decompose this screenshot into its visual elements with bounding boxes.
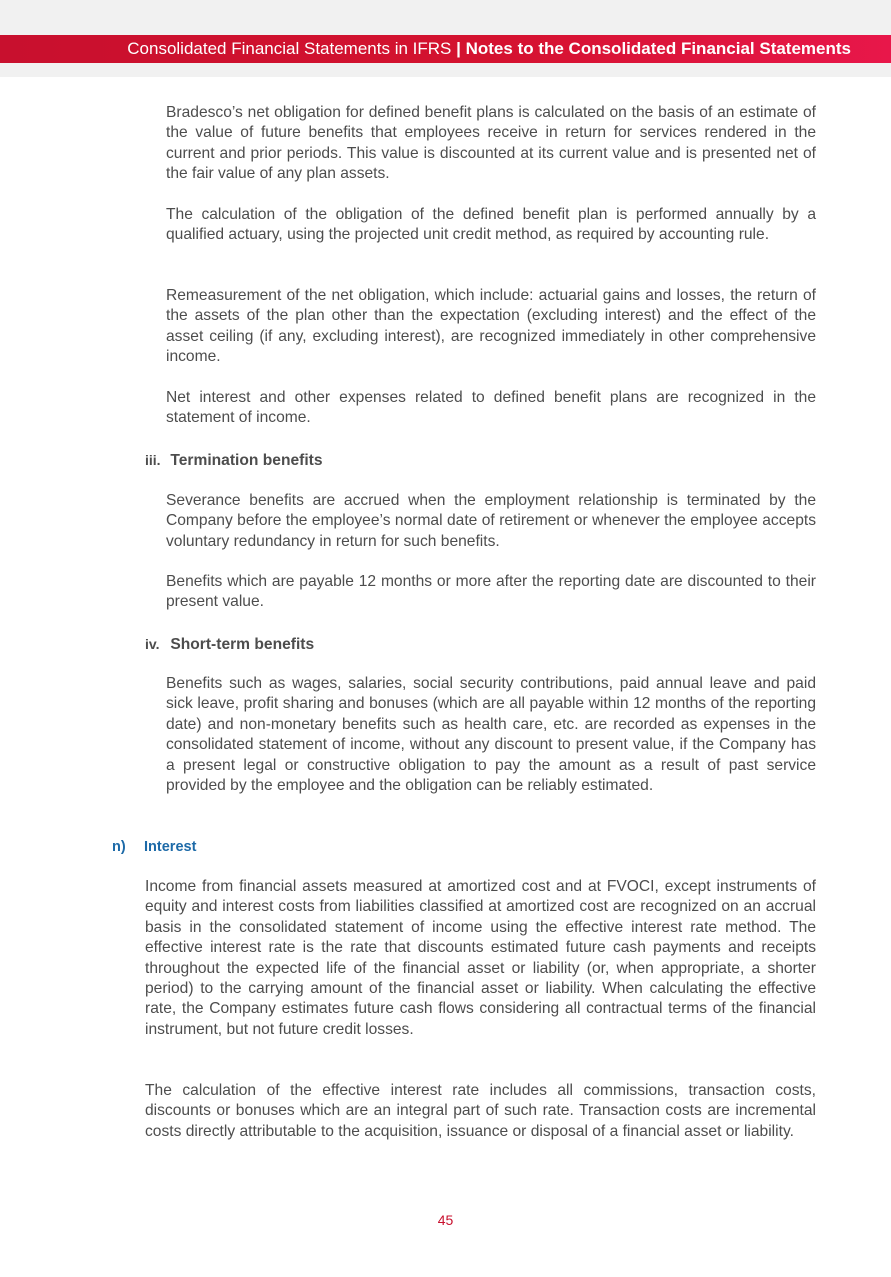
termination-number: iii. [145, 452, 161, 468]
paragraph-interest-income: Income from financial assets measured at amortized cost and at FVOCI, except instruments of equity and interest costs from liabilities classified at amortized cost are recognized on an accrual basis in the consolidated statement of income using the effective interest rate method. The effective interest rate is the rate that discounts estimated future cash payments and receipts throughout the expected life of the financial asset or liability (or, when appropriate, a shorter period) to the carrying amount of the financial asset or liability. When calculating the effective rate, the Company estimates future cash flows considering all contractual terms of the financial instrument, but not future credit losses. [145, 878, 816, 1038]
header-band [0, 35, 891, 63]
short-term-number: iv. [145, 636, 160, 652]
page-number: 45 [437, 1212, 454, 1228]
top-strip [0, 0, 891, 35]
paragraph-actuary-calculation: The calculation of the obligation of the defined benefit plan is performed annually by a qualified actuary, using the projected unit credit method, as required by accounting rule. [166, 206, 816, 244]
termination-title: Termination benefits [170, 452, 323, 469]
interest-heading [112, 837, 196, 857]
paragraph-net-obligation: Bradesco’s net obligation for defined benefit plans is calculated on the basis of an estimate of the value of future benefits that employees receive in return for services rendered in the current and prior periods. This value is discounted at its current value and is presented net of the fair value of any plan assets. [166, 104, 816, 183]
header-section: Consolidated Financial Statements in IFRS [127, 39, 452, 58]
header-document-title: Notes to the Consolidated Financial Statements [465, 39, 851, 58]
paragraph-effective-rate: The calculation of the effective interest rate includes all commissions, transaction costs, discounts or bonuses which are an integral part of such rate. Transaction costs are incremental costs directly attributable to the acquisition, issuance or disposal of a financial asset or liability. [145, 1082, 816, 1140]
paragraph-severance: Severance benefits are accrued when the employment relationship is terminated by the Company before the employee’s normal date of retirement or whenever the employee accepts voluntary redundancy in return for such benefits. [166, 492, 816, 550]
paragraph-net-interest: Net interest and other expenses related to defined benefit plans are recognized in the statement of income. [166, 389, 816, 427]
termination-benefits-heading [145, 450, 323, 471]
header-title [127, 35, 851, 63]
header-shadow [0, 63, 891, 77]
interest-number: n) [112, 839, 126, 855]
header-separator: | [456, 39, 461, 58]
paragraph-discounted-benefits: Benefits which are payable 12 months or more after the reporting date are discounted to their present value. [166, 573, 816, 611]
short-term-title: Short-term benefits [170, 636, 315, 653]
interest-title: Interest [144, 839, 197, 855]
paragraph-remeasurement: Remeasurement of the net obligation, which include: actuarial gains and losses, the return of the assets of the plan other than the expectation (excluding interest) and the effect of the asset ceiling (if any, excluding interest), are recognized immediately in other comprehensive income. [166, 287, 816, 366]
paragraph-short-term: Benefits such as wages, salaries, social security contributions, paid annual leave and paid sick leave, profit sharing and bonuses (which are all payable within 12 months of the reporting date) and non-monetary benefits such as health care, etc. are recorded as expenses in the consolidated statement of income, without any discount to present value, if the Company has a present legal or constructive obligation to pay the amount as a result of past service provided by the employee and the obligation can be reliably estimated. [166, 675, 816, 795]
short-term-benefits-heading [145, 634, 314, 655]
